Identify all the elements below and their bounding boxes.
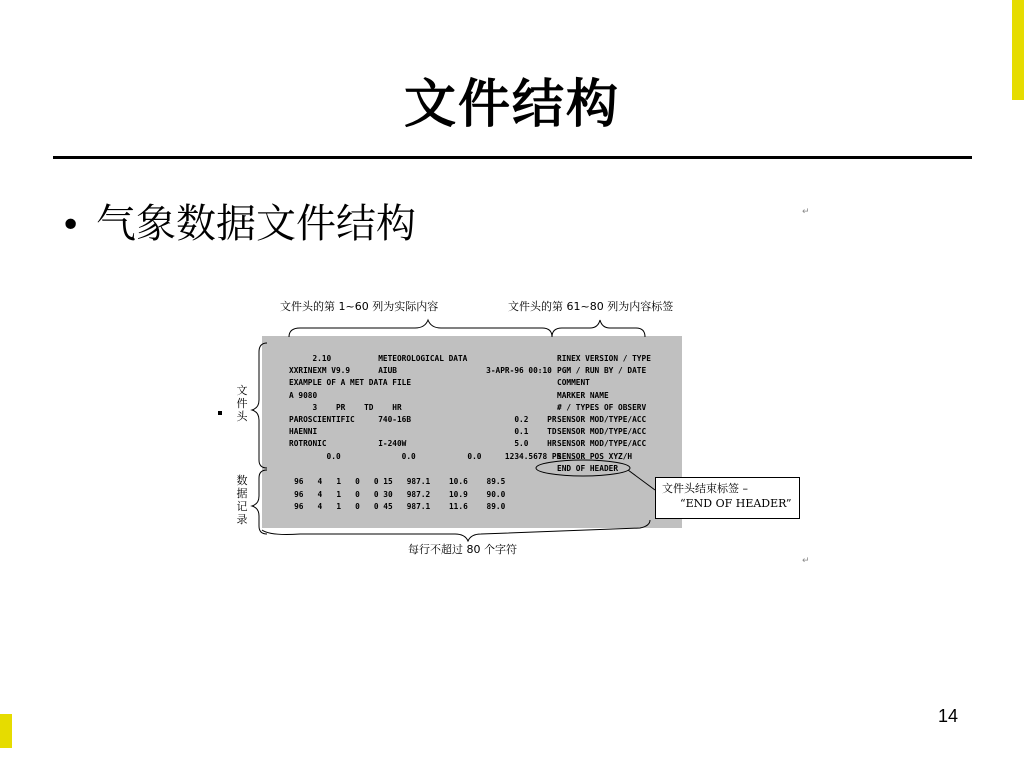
side-label-data: 数据记录 [236,474,248,526]
side-label-header: 文件头 [236,384,248,423]
header-row-label: PGM / RUN BY / DATE [557,366,647,376]
small-bullet-icon [218,411,222,415]
header-row-label: SENSOR MOD/TYPE/ACC [557,415,647,424]
header-row-label: END OF HEADER [557,463,619,473]
header-row-content: ROTRONIC I-240W 5.0 HR [289,439,557,449]
note-columns-1-60: 文件头的第 1~60 列为实际内容 [280,300,439,313]
header-row-content: EXAMPLE OF A MET DATA FILE [289,378,412,388]
slide-title: 文件结构 [403,75,620,135]
header-row-content: 2.10 METEOROLOGICAL DATA [289,354,468,363]
data-row: 96 4 1 0 0 15 987.1 10.6 89.5 [280,477,506,486]
title-underline [53,156,972,159]
header-row-label: # / TYPES OF OBSERV [557,402,647,412]
callout-text-1: 文件头结束标签 – [662,482,748,495]
callout-text-2: “END OF HEADER” [680,497,792,510]
header-row-label: SENSOR MOD/TYPE/ACC [557,439,647,449]
note-columns-61-80: 文件头的第 61~80 列为内容标签 [508,300,674,313]
end-of-header-callout [655,477,800,519]
header-row-content: XXRINEXM V9.9 AIUB 3-APR-96 00:10 [289,366,552,376]
return-mark: ↵ [802,207,810,217]
page-number: 14 [938,706,959,726]
bullet-item [60,192,416,249]
header-row-content: 0.0 0.0 0.0 1234.5678 PR [289,451,562,461]
return-mark: ↵ [802,556,810,566]
header-row-content: A 9080 [289,390,318,400]
bullet-dot-icon: • [60,205,82,246]
header-row-content: 3 PR TD HR [289,402,402,412]
header-row-content: PAROSCIENTIFIC 740-16B 0.2 PR [289,415,557,424]
header-row-label: RINEX VERSION / TYPE [557,354,651,363]
data-row: 96 4 1 0 0 45 987.1 11.6 89.0 [280,502,506,511]
data-row: 96 4 1 0 0 30 987.2 10.9 90.0 [280,489,506,499]
header-row-label: SENSOR MOD/TYPE/ACC [557,427,647,437]
header-row-label: MARKER NAME [557,390,609,400]
note-line-length: 每行不超过 80 个字符 [408,543,517,556]
top-brace-left [289,320,552,337]
header-row-label: COMMENT [557,378,590,388]
bullet-text: 气象数据文件结构 [96,201,416,247]
accent-bar-bottom-left [0,714,12,748]
header-row-label: SENSOR POS XYZ/H [557,451,633,461]
top-brace-right [552,320,645,337]
header-row-content: HAENNI 0.1 TD [289,427,557,437]
